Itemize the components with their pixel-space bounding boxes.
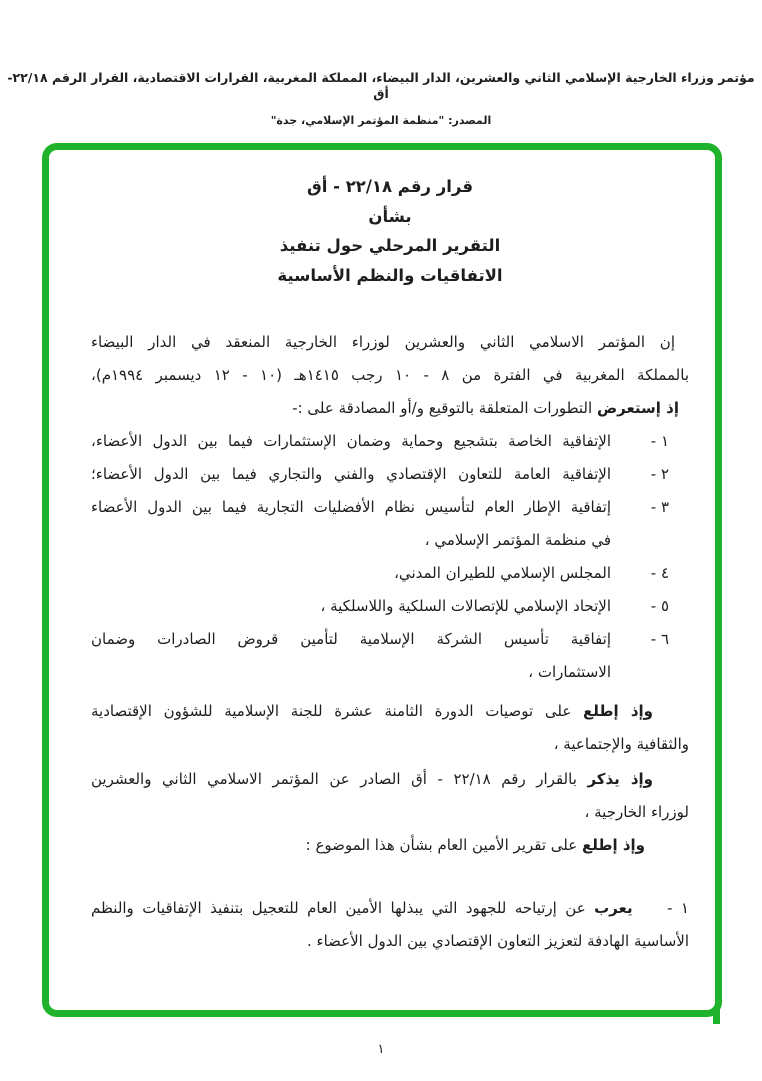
list-item-number: ٤ - (650, 564, 669, 582)
operative-text-continued: الأساسية الهادفة لتعزيز التعاون الإقتصادي بين الدول الأعضاء . (306, 932, 689, 950)
recommendations-text: على توصيات الدورة الثامنة عشرة للجنة الإسلامية للشؤون الإقتصادية (91, 702, 572, 720)
list-item-number: ٢ - (650, 465, 669, 483)
list-item (91, 557, 689, 590)
header-citation (0, 70, 762, 128)
reviewing-clause-rest: التطورات المتعلقة بالتوقيع و/أو المصادقة على :- (292, 399, 593, 417)
green-border-tail (713, 1008, 720, 1024)
title-regarding: بشأن (368, 206, 412, 226)
list-item (91, 590, 689, 623)
list-item-text: الإتفاقية العامة للتعاون الإقتصادي والفني والتجاري فيما بين الدول الأعضاء؛ (91, 465, 611, 483)
operative-paragraph (91, 892, 689, 958)
title-subject-line-1: التقرير المرحلي حول تنفيذ (279, 236, 501, 255)
recommendations-lead: وإذ إطلع (583, 702, 653, 720)
preamble-line-2: بالمملكة المغربية في الفترة من ٨ - ١٠ رجب ١٤١٥هـ (١٠ - ١٢ ديسمبر ١٩٩٤م)، (91, 366, 689, 384)
list-item-text: المجلس الإسلامي للطيران المدني، (394, 564, 611, 582)
recalling-text: بالقرار رقم ٢٢/١٨ - أق الصادر عن المؤتمر الاسلامي الثاني والعشرين (91, 770, 577, 788)
recalling-lead: وإذ يذكر (587, 770, 653, 788)
citation-line: مؤتمر وزراء الخارجية الإسلامي الثاني والعشرين، الدار البيضاء، المملكة المغربية، القرارات الاقتصادية، القرار الرقم ٢٢/١٨- أق (7, 70, 755, 101)
list-item-text: الإتفاقية الخاصة بتشجيع وحماية وضمان الإستثمارات فيما بين الدول الأعضاء، (91, 432, 611, 450)
resolution-body (91, 326, 689, 958)
list-item-text: إتفاقية الإطار العام لتأسيس نظام الأفضليات التجارية فيما بين الدول الأعضاء (91, 498, 611, 516)
list-item-number: ٣ - (650, 498, 669, 516)
list-item-text-continued: الاستثمارات ، (528, 663, 611, 681)
green-border-frame (42, 143, 722, 1017)
list-item (91, 458, 689, 491)
list-item-number: ٦ - (650, 630, 669, 648)
list-item-text: الإتحاد الإسلامي للإتصالات السلكية واللاسلكية ، (320, 597, 611, 615)
list-item-number: ١ - (650, 432, 669, 450)
recommendations-paragraph (91, 695, 689, 761)
agreements-list (91, 425, 689, 689)
operative-number: ١ - (667, 899, 689, 917)
recommendations-text-continued: والثقافية والإجتماعية ، (553, 735, 689, 753)
page-number: ١ (377, 1042, 385, 1057)
list-item (91, 623, 689, 689)
operative-text: عن إرتياحه للجهود التي يبذلها الأمين العام للتعجيل بتنفيذ الإتفاقيات والنظم (91, 899, 586, 917)
operative-lead: يعرب (594, 899, 633, 917)
list-item (91, 491, 689, 557)
reviewing-clause (91, 392, 689, 425)
title-resolution-number: قرار رقم ٢٢/١٨ - أق (306, 177, 473, 196)
reviewing-clause-lead: إذ إستعرض (596, 399, 679, 417)
report-clause (91, 829, 689, 862)
list-item (91, 425, 689, 458)
list-item-text-continued: في منظمة المؤتمر الإسلامي ، (424, 531, 611, 549)
report-clause-rest: على تقرير الأمين العام بشأن هذا الموضوع : (305, 836, 578, 854)
list-item-number: ٥ - (650, 597, 669, 615)
source-line: المصدر: "منظمة المؤتمر الإسلامي، جدة" (270, 114, 492, 127)
preamble-paragraph (91, 326, 689, 392)
recalling-text-continued: لوزراء الخارجية ، (584, 803, 689, 821)
resolution-title-block (91, 172, 689, 290)
report-clause-lead: وإذ إطلع (581, 836, 645, 854)
list-item-text: إتفاقية تأسيس الشركة الإسلامية لتأمين قروض الصادرات وضمان (91, 630, 611, 648)
recalling-paragraph (91, 763, 689, 829)
preamble-line-1: إن المؤتمر الاسلامي الثاني والعشرين لوزراء الخارجية المنعقد في الدار البيضاء (91, 333, 675, 351)
title-subject-line-2: الاتفاقيات والنظم الأساسية (277, 265, 503, 285)
